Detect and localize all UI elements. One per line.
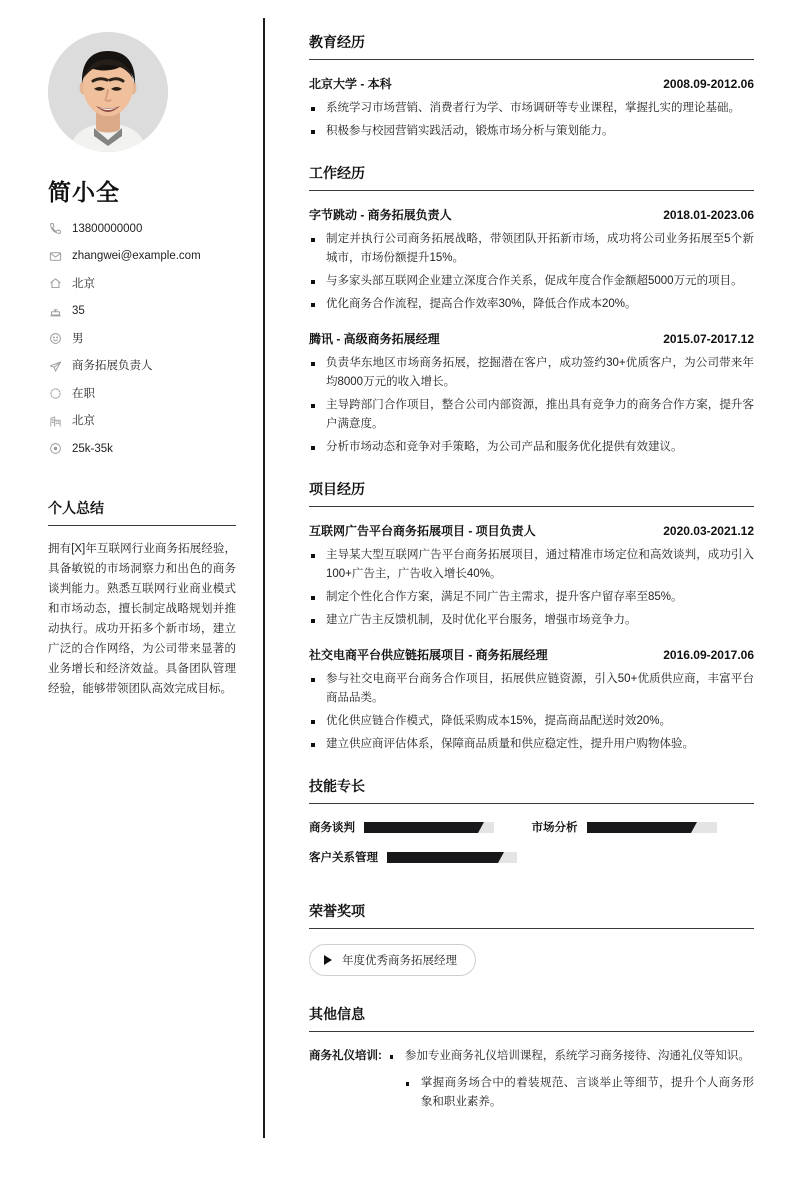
building-icon xyxy=(48,414,63,429)
list-item: 制定并执行公司商务拓展战略，带领团队开拓新市场，成功将公司业务拓展至5个新城市，市场份额提升15%。 xyxy=(309,230,754,268)
contact-value: 商务拓展负责人 xyxy=(72,360,153,372)
skill-row xyxy=(532,819,755,835)
skill-row xyxy=(309,819,532,835)
list-item: 分析市场动态和竞争对手策略，为公司产品和服务优化提供有效建议。 xyxy=(309,438,754,457)
contact-value: 北京 xyxy=(72,277,95,290)
skill-label: 市场分析 xyxy=(531,822,578,834)
other-body xyxy=(388,1047,754,1120)
contact-value: 25k-35k xyxy=(72,442,113,455)
contact-location xyxy=(48,276,236,291)
list-item: 掌握商务场合中的着装规范、言谈举止等细节，提升个人商务形象和职业素养。 xyxy=(388,1074,754,1112)
avatar xyxy=(48,32,168,152)
contact-age xyxy=(48,304,236,319)
list-item: 建立供应商评估体系，保障商品质量和供应稳定性，提升用户购物体验。 xyxy=(309,735,754,754)
skill-bar-fill xyxy=(364,822,478,833)
skill-bar-track xyxy=(364,822,494,833)
list-item: 建立广告主反馈机制，及时优化平台服务，增强市场竞争力。 xyxy=(309,611,754,630)
list-item: 优化供应链合作模式，降低采购成本15%，提高商品配送时效20%。 xyxy=(309,712,754,731)
skill-label: 客户关系管理 xyxy=(309,852,378,864)
contact-email xyxy=(48,249,236,264)
person-photo-icon xyxy=(48,32,168,152)
education-entry xyxy=(309,75,754,141)
paper-plane-icon xyxy=(48,359,63,374)
sidebar xyxy=(0,0,264,1178)
other-label: 商务礼仪培训: xyxy=(309,1050,382,1062)
work-section xyxy=(309,163,754,457)
contact-job-target xyxy=(48,359,236,374)
column-divider xyxy=(263,18,265,1138)
entry-title: 北京大学 - 本科 xyxy=(309,77,392,91)
award-badge xyxy=(309,944,476,976)
contact-value: 北京 xyxy=(72,415,95,427)
home-icon xyxy=(48,276,63,291)
entry-title: 互联网广告平台商务拓展项目 - 项目负责人 xyxy=(309,524,536,538)
refresh-icon xyxy=(48,386,63,401)
list-item: 优化商务合作流程，提高合作效率30%，降低合作成本20%。 xyxy=(309,295,754,314)
contact-value: 在职 xyxy=(72,387,95,400)
entry-header xyxy=(309,646,754,663)
work-heading: 工作经历 xyxy=(309,163,754,191)
work-entry xyxy=(309,330,754,457)
contact-gender xyxy=(48,331,236,346)
contact-status xyxy=(48,386,236,401)
entry-date: 2018.01-2023.06 xyxy=(663,208,754,222)
education-heading: 教育经历 xyxy=(309,32,754,60)
other-section xyxy=(309,1004,754,1120)
envelope-icon xyxy=(48,249,63,264)
projects-section xyxy=(309,479,754,754)
contact-value: 35 xyxy=(72,305,85,317)
phone-icon xyxy=(48,221,63,236)
bullet-list xyxy=(309,546,754,630)
summary-text: 拥有[X]年互联网行业商务拓展经验，具备敏锐的市场洞察力和出色的商务谈判能力。熟悉互联网行业商业模式和市场动态，擅长制定战略规划并推动执行。成功开拓多个新市场，建立广泛的合作网络，为公司带来显著的业务增长和经济效益。具备团队管理经验，能够带领团队高效完成目标。 xyxy=(48,543,236,695)
cake-icon xyxy=(48,304,63,319)
contact-city xyxy=(48,414,236,429)
entry-title: 腾讯 - 高级商务拓展经理 xyxy=(309,332,440,346)
contact-value: 男 xyxy=(72,332,84,345)
entry-date: 2015.07-2017.12 xyxy=(663,332,754,346)
play-triangle-icon xyxy=(324,955,332,965)
entry-title: 字节跳动 - 商务拓展负责人 xyxy=(309,208,452,222)
bullet-list xyxy=(388,1047,754,1112)
contact-value: zhangwei@example.com xyxy=(72,250,201,262)
contact-phone xyxy=(48,221,236,236)
entry-date: 2020.03-2021.12 xyxy=(663,524,754,538)
list-item: 负责华东地区市场商务拓展，挖掘潜在客户，成功签约30+优质客户，为公司带来年均8000万元的收入增长。 xyxy=(309,354,754,392)
list-item: 制定个性化合作方案，满足不同广告主需求，提升客户留存率至85%。 xyxy=(309,588,754,607)
list-item: 主导某大型互联网广告平台商务拓展项目，通过精准市场定位和高效谈判，成功引入100+广告主，广告收入增长40%。 xyxy=(309,546,754,584)
entry-date: 2008.09-2012.06 xyxy=(663,77,754,91)
entry-header xyxy=(309,522,754,539)
award-list xyxy=(309,944,754,982)
skill-bar-fill xyxy=(587,822,691,833)
education-section xyxy=(309,32,754,141)
entry-header xyxy=(309,206,754,223)
contact-list xyxy=(48,221,236,456)
other-heading: 其他信息 xyxy=(309,1004,754,1032)
list-item: 积极参与校园营销实践活动，锻炼市场分析与策划能力。 xyxy=(309,122,754,141)
bullet-list xyxy=(309,354,754,457)
awards-section xyxy=(309,901,754,982)
summary-section xyxy=(48,498,236,699)
entry-date: 2016.09-2017.06 xyxy=(663,648,754,662)
entry-header xyxy=(309,330,754,347)
target-icon xyxy=(48,441,63,456)
list-item: 系统学习市场营销、消费者行为学、市场调研等专业课程，掌握扎实的理论基础。 xyxy=(309,99,754,118)
project-entry xyxy=(309,522,754,630)
entry-header xyxy=(309,75,754,92)
contact-value: 13800000000 xyxy=(72,222,143,235)
bullet-list xyxy=(309,670,754,754)
skills-section xyxy=(309,776,754,879)
list-item: 与多家头部互联网企业建立深度合作关系，促成年度合作金额超5000万元的项目。 xyxy=(309,272,754,291)
list-item: 参加专业商务礼仪培训课程，系统学习商务接待、沟通礼仪等知识。 xyxy=(388,1047,754,1066)
skill-row xyxy=(309,849,532,865)
skill-bar-track xyxy=(387,852,517,863)
skill-grid xyxy=(309,819,754,879)
bullet-list xyxy=(309,230,754,314)
skills-heading: 技能专长 xyxy=(309,776,754,804)
bullet-list xyxy=(309,99,754,141)
award-label: 年度优秀商务拓展经理 xyxy=(342,955,457,967)
work-entry xyxy=(309,206,754,314)
skill-bar-fill xyxy=(387,852,498,863)
projects-heading: 项目经历 xyxy=(309,479,754,507)
list-item: 主导跨部门合作项目，整合公司内部资源，推出具有竞争力的商务合作方案，提升客户满意度。 xyxy=(309,396,754,434)
main-content xyxy=(264,0,794,1178)
face-icon xyxy=(48,331,63,346)
entry-title: 社交电商平台供应链拓展项目 - 商务拓展经理 xyxy=(309,648,548,662)
list-item: 参与社交电商平台商务合作项目，拓展供应链资源，引入50+优质供应商，丰富平台商品品类。 xyxy=(309,670,754,708)
contact-salary xyxy=(48,441,236,456)
skill-bar-track xyxy=(587,822,717,833)
project-entry xyxy=(309,646,754,754)
summary-heading: 个人总结 xyxy=(48,498,236,526)
other-row xyxy=(309,1047,754,1120)
page-title: 简小全 xyxy=(48,179,120,205)
skill-label: 商务谈判 xyxy=(309,822,355,834)
awards-heading: 荣誉奖项 xyxy=(309,901,754,929)
